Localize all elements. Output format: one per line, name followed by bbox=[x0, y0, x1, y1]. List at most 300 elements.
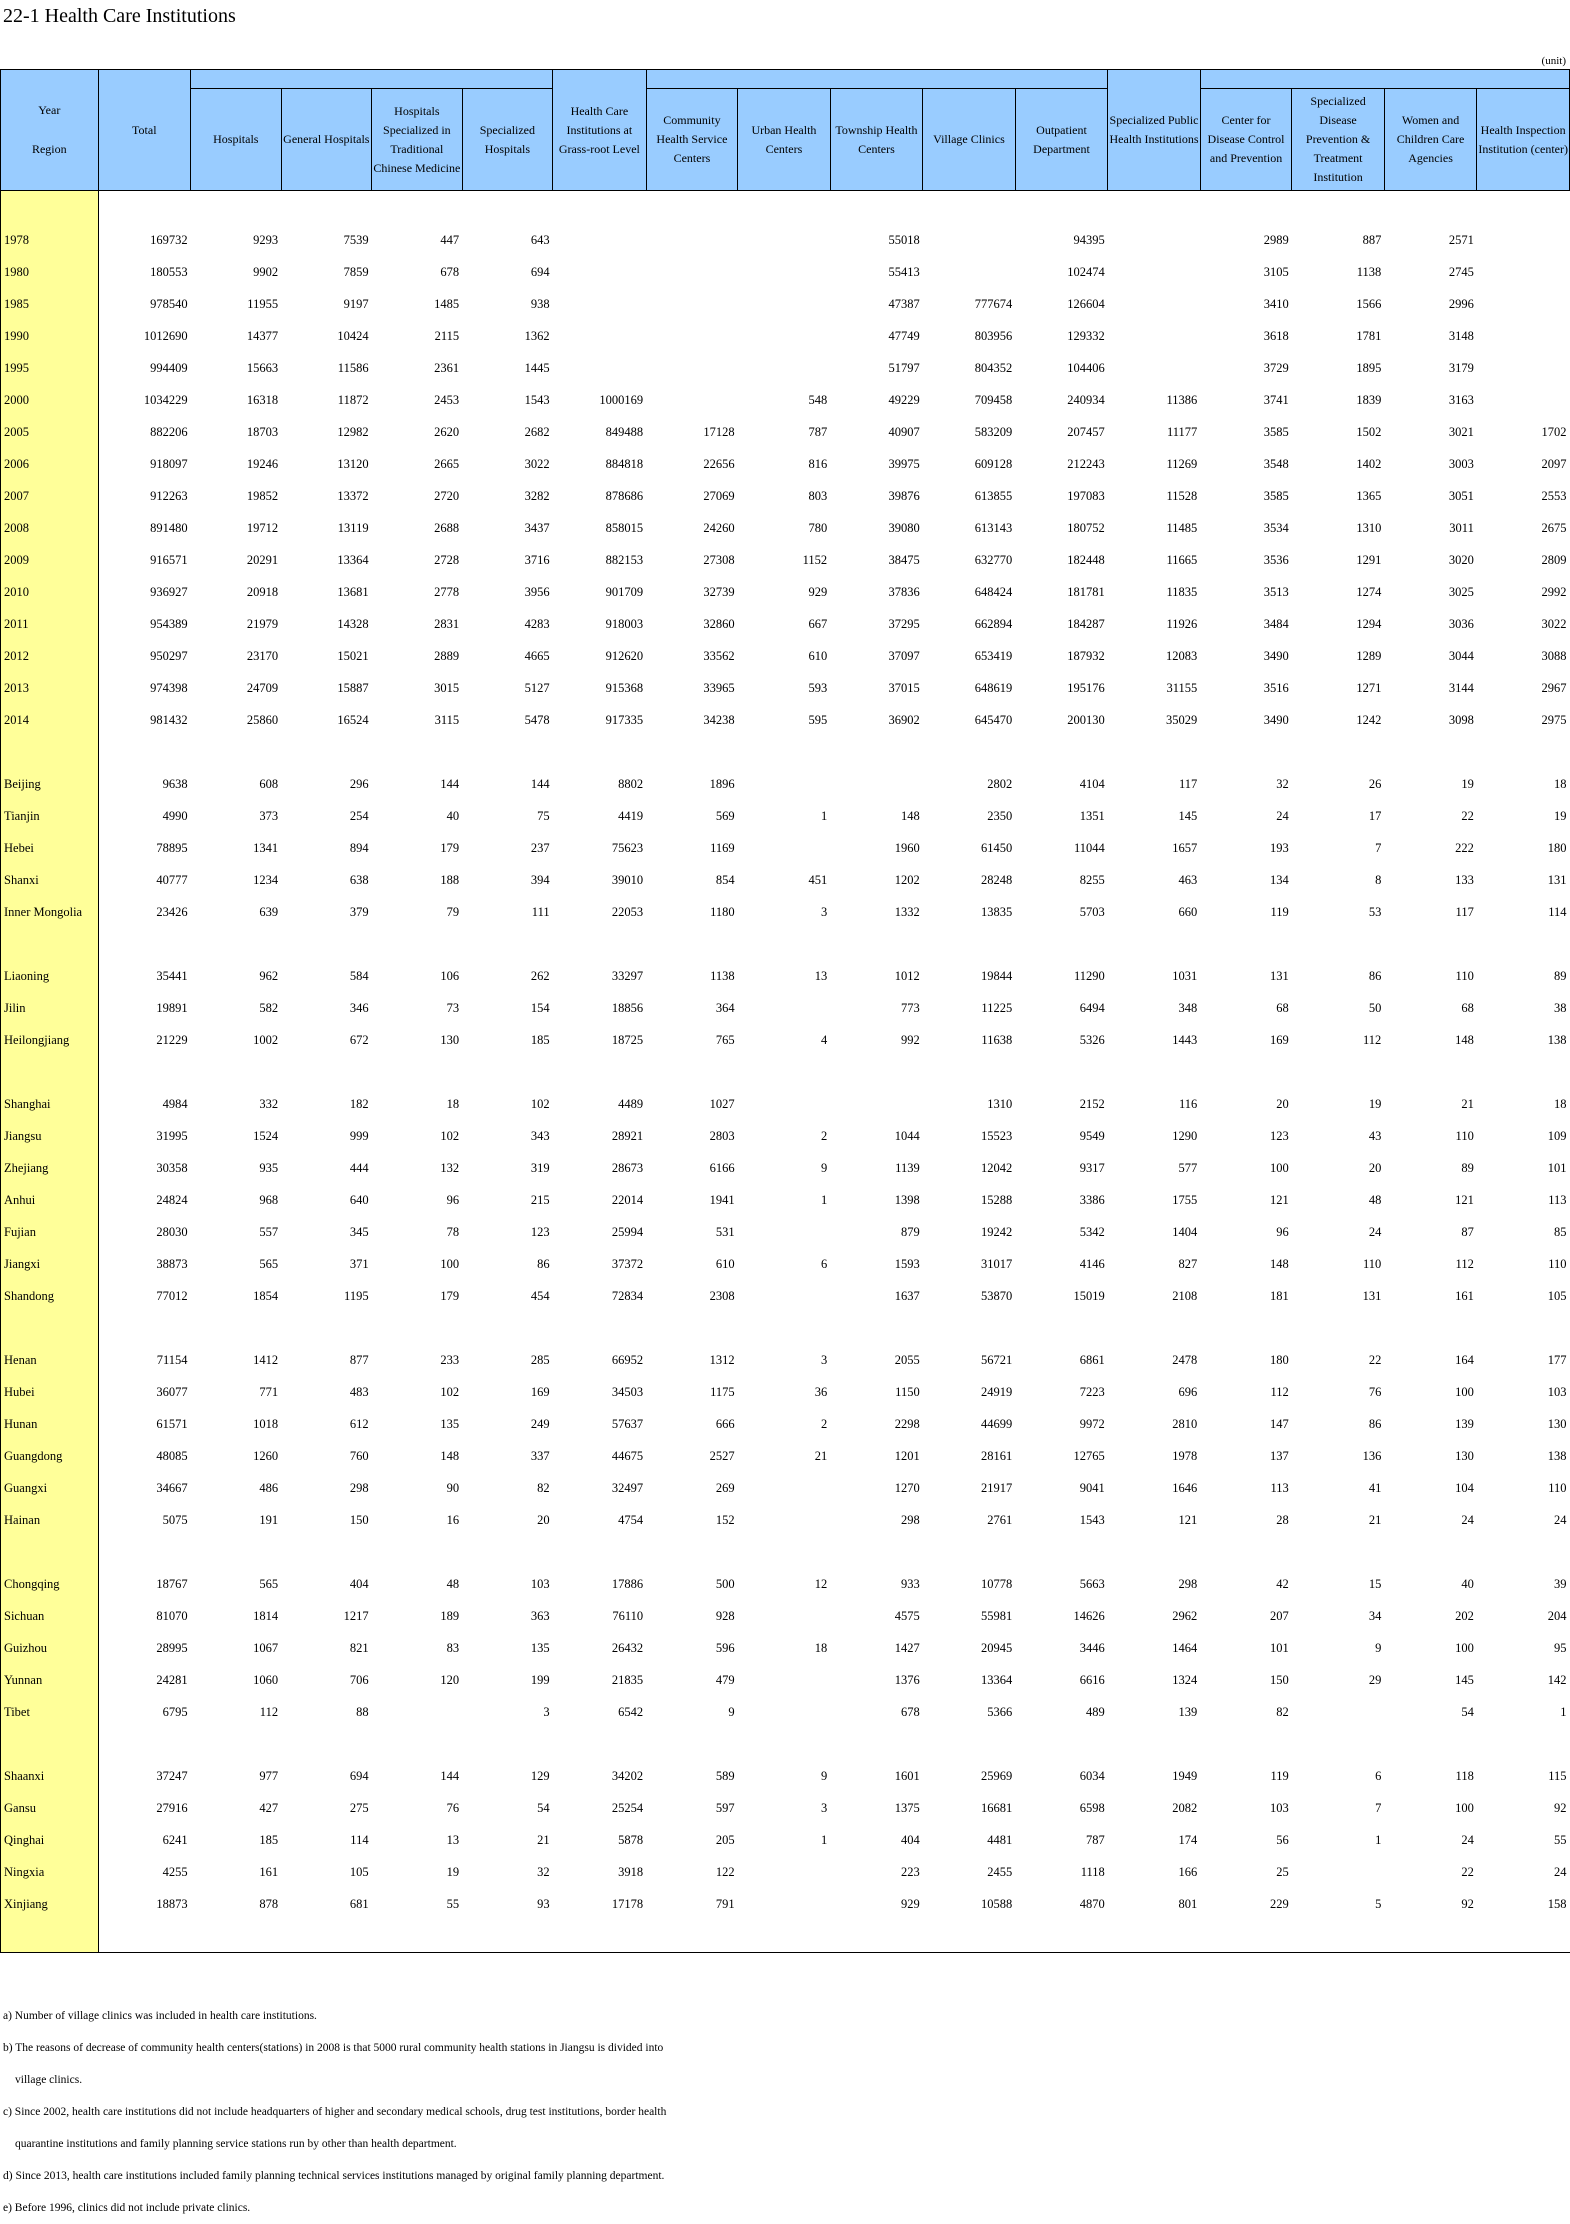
cell: 202 bbox=[1455, 1608, 1474, 1623]
cell: 24 bbox=[1554, 1512, 1567, 1527]
cell: 877 bbox=[349, 1352, 369, 1367]
cell: 177 bbox=[1547, 1352, 1567, 1367]
row-label: Jilin bbox=[1, 992, 99, 1024]
cell: 75623 bbox=[611, 840, 644, 855]
header-disease-prev: Specialized Disease Prevention & Treatment Institution bbox=[1292, 89, 1385, 191]
cell: 17178 bbox=[611, 1896, 644, 1911]
cell: 3956 bbox=[524, 584, 550, 599]
cell: 6795 bbox=[162, 1704, 188, 1719]
cell: 39 bbox=[1554, 1576, 1567, 1591]
row-label: Liaoning bbox=[1, 960, 99, 992]
cell: 24260 bbox=[703, 520, 735, 535]
cell: 103 bbox=[530, 1576, 550, 1591]
cell: 666 bbox=[715, 1416, 735, 1431]
cell: 994409 bbox=[150, 360, 188, 375]
cell: 212243 bbox=[1067, 456, 1105, 471]
cell: 1895 bbox=[1356, 360, 1382, 375]
cell: 19 bbox=[1368, 1096, 1382, 1111]
cell: 2361 bbox=[434, 360, 460, 375]
cell: 11290 bbox=[1073, 968, 1105, 983]
cell: 15288 bbox=[980, 1192, 1013, 1207]
cell: 6598 bbox=[1079, 1800, 1105, 1815]
spacer-row bbox=[1, 191, 1570, 225]
table-row bbox=[1, 480, 1570, 512]
cell: 47387 bbox=[888, 296, 920, 311]
cell: 55413 bbox=[888, 264, 920, 279]
cell: 121 bbox=[1455, 1192, 1474, 1207]
cell: 672 bbox=[349, 1032, 369, 1047]
cell: 223 bbox=[900, 1864, 920, 1879]
cell bbox=[1477, 288, 1570, 320]
cell: 21 bbox=[537, 1832, 550, 1847]
cell: 169732 bbox=[150, 232, 188, 247]
cell: 110 bbox=[1455, 968, 1474, 983]
cell: 2108 bbox=[1172, 1288, 1198, 1303]
table-row bbox=[1, 768, 1570, 800]
cell: 24824 bbox=[156, 1192, 188, 1207]
row-label: 2007 bbox=[1, 480, 99, 512]
table-row bbox=[1, 608, 1570, 640]
cell: 3098 bbox=[1448, 712, 1474, 727]
cell: 21 bbox=[1461, 1096, 1474, 1111]
cell bbox=[646, 256, 738, 288]
cell: 6166 bbox=[709, 1160, 735, 1175]
cell: 610 bbox=[808, 648, 828, 663]
cell: 39080 bbox=[888, 520, 920, 535]
cell: 1 bbox=[820, 1832, 828, 1847]
cell: 110 bbox=[1455, 1128, 1474, 1143]
cell bbox=[1292, 1696, 1385, 1728]
table-row bbox=[1, 864, 1570, 896]
cell: 3 bbox=[820, 1800, 828, 1815]
cell: 197083 bbox=[1067, 488, 1105, 503]
cell: 116 bbox=[1178, 1096, 1198, 1111]
cell: 791 bbox=[715, 1896, 735, 1911]
cell: 31017 bbox=[980, 1256, 1013, 1271]
header-tcm-hospitals: Hospitals Specialized in Traditional Chinese Medicine bbox=[372, 89, 463, 191]
header-township: Township Health Centers bbox=[830, 89, 923, 191]
cell: 106 bbox=[440, 968, 460, 983]
header-urban: Urban Health Centers bbox=[738, 89, 831, 191]
cell: 182448 bbox=[1067, 552, 1105, 567]
cell: 662894 bbox=[974, 616, 1013, 631]
cell: 42 bbox=[1276, 1576, 1289, 1591]
cell: 999 bbox=[349, 1128, 369, 1143]
cell: 29 bbox=[1368, 1672, 1382, 1687]
cell: 3585 bbox=[1263, 488, 1289, 503]
cell: 5878 bbox=[618, 1832, 644, 1847]
table-row bbox=[1, 544, 1570, 576]
cell: 4665 bbox=[524, 648, 550, 663]
cell: 222 bbox=[1455, 840, 1474, 855]
cell: 121 bbox=[1270, 1192, 1289, 1207]
cell: 1443 bbox=[1172, 1032, 1198, 1047]
cell: 200130 bbox=[1067, 712, 1105, 727]
cell bbox=[738, 256, 831, 288]
cell: 918003 bbox=[605, 616, 644, 631]
cell: 135 bbox=[440, 1416, 460, 1431]
cell: 1234 bbox=[253, 872, 279, 887]
row-label: Shanxi bbox=[1, 864, 99, 896]
cell: 104 bbox=[1455, 1480, 1474, 1495]
cell: 37836 bbox=[888, 584, 920, 599]
table-row bbox=[1, 1600, 1570, 1632]
cell: 3618 bbox=[1263, 328, 1289, 343]
cell: 102 bbox=[440, 1384, 460, 1399]
cell: 1152 bbox=[802, 552, 828, 567]
cell: 936927 bbox=[150, 584, 188, 599]
cell: 22656 bbox=[703, 456, 735, 471]
cell: 6 bbox=[1375, 1768, 1382, 1783]
cell: 6861 bbox=[1079, 1352, 1105, 1367]
cell: 2745 bbox=[1448, 264, 1474, 279]
cell: 207 bbox=[1270, 1608, 1289, 1623]
cell: 681 bbox=[349, 1896, 369, 1911]
cell: 298 bbox=[349, 1480, 369, 1495]
cell: 486 bbox=[259, 1480, 279, 1495]
cell: 298 bbox=[1178, 1576, 1198, 1591]
cell: 1310 bbox=[1356, 520, 1382, 535]
cell: 19242 bbox=[980, 1224, 1013, 1239]
cell: 660 bbox=[1178, 904, 1198, 919]
cell: 11586 bbox=[337, 360, 369, 375]
header-total: Total bbox=[98, 70, 191, 191]
cell: 82 bbox=[537, 1480, 550, 1495]
cell: 977 bbox=[259, 1768, 279, 1783]
cell: 1150 bbox=[895, 1384, 920, 1399]
cell: 2975 bbox=[1541, 712, 1567, 727]
cell: 48085 bbox=[156, 1448, 188, 1463]
cell: 2152 bbox=[1079, 1096, 1105, 1111]
table-row bbox=[1, 1504, 1570, 1536]
cell: 8802 bbox=[618, 776, 644, 791]
cell: 3163 bbox=[1448, 392, 1474, 407]
cell: 6 bbox=[820, 1256, 828, 1271]
cell: 1018 bbox=[253, 1416, 279, 1431]
cell: 79 bbox=[446, 904, 460, 919]
cell: 3410 bbox=[1263, 296, 1289, 311]
cell: 2967 bbox=[1541, 680, 1567, 695]
cell: 19 bbox=[1554, 808, 1567, 823]
cell: 76 bbox=[446, 1800, 460, 1815]
cell: 237 bbox=[530, 840, 550, 855]
cell: 596 bbox=[715, 1640, 735, 1655]
cell: 451 bbox=[808, 872, 828, 887]
cell: 1543 bbox=[1079, 1512, 1105, 1527]
cell: 2350 bbox=[987, 808, 1013, 823]
cell: 2802 bbox=[987, 776, 1013, 791]
cell: 878 bbox=[259, 1896, 279, 1911]
cell: 119 bbox=[1270, 904, 1289, 919]
cell bbox=[738, 768, 831, 800]
cell: 18725 bbox=[611, 1032, 644, 1047]
cell: 61450 bbox=[980, 840, 1013, 855]
cell: 37015 bbox=[888, 680, 920, 695]
cell: 110 bbox=[1548, 1480, 1567, 1495]
cell: 3 bbox=[820, 904, 828, 919]
cell: 11638 bbox=[981, 1032, 1013, 1047]
cell: 81070 bbox=[156, 1608, 188, 1623]
cell: 593 bbox=[808, 680, 828, 695]
cell bbox=[738, 1888, 831, 1920]
cell: 7223 bbox=[1079, 1384, 1105, 1399]
cell: 4870 bbox=[1079, 1896, 1105, 1911]
cell: 27916 bbox=[156, 1800, 188, 1815]
cell: 16 bbox=[446, 1512, 460, 1527]
cell: 181 bbox=[1270, 1288, 1289, 1303]
cell: 93 bbox=[537, 1896, 550, 1911]
cell: 1027 bbox=[709, 1096, 735, 1111]
cell: 2831 bbox=[434, 616, 460, 631]
cell: 569 bbox=[715, 808, 735, 823]
cell: 2682 bbox=[524, 424, 550, 439]
cell: 978540 bbox=[150, 296, 188, 311]
table-body bbox=[1, 191, 1570, 1953]
cell: 28 bbox=[1276, 1512, 1289, 1527]
cell: 40777 bbox=[156, 872, 188, 887]
note-a: a) Number of village clinics was included in health care institutions. bbox=[3, 2010, 317, 2022]
cell: 9638 bbox=[162, 776, 188, 791]
cell: 82 bbox=[1276, 1704, 1289, 1719]
cell: 133 bbox=[1455, 872, 1474, 887]
cell: 638 bbox=[349, 872, 369, 887]
cell bbox=[553, 256, 647, 288]
cell: 2803 bbox=[709, 1128, 735, 1143]
cell: 3025 bbox=[1448, 584, 1474, 599]
row-label: Xinjiang bbox=[1, 1888, 99, 1920]
row-label: Yunnan bbox=[1, 1664, 99, 1696]
cell: 13364 bbox=[980, 1672, 1013, 1687]
cell bbox=[923, 224, 1016, 256]
row-label: 2005 bbox=[1, 416, 99, 448]
cell: 454 bbox=[530, 1288, 550, 1303]
cell: 884818 bbox=[605, 456, 644, 471]
table-row bbox=[1, 1120, 1570, 1152]
cell: 102474 bbox=[1067, 264, 1105, 279]
cell: 364 bbox=[715, 1000, 735, 1015]
cell: 56 bbox=[1276, 1832, 1289, 1847]
row-label: Ningxia bbox=[1, 1856, 99, 1888]
cell bbox=[738, 288, 831, 320]
table-row bbox=[1, 640, 1570, 672]
cell: 249 bbox=[530, 1416, 550, 1431]
header-women-children: Women and Children Care Agencies bbox=[1384, 89, 1477, 191]
cell: 6616 bbox=[1079, 1672, 1105, 1687]
cell bbox=[1108, 224, 1201, 256]
cell: 933 bbox=[900, 1576, 920, 1591]
cell: 105 bbox=[1547, 1288, 1567, 1303]
cell: 11926 bbox=[1166, 616, 1198, 631]
cell: 154 bbox=[530, 1000, 550, 1015]
cell: 1376 bbox=[894, 1672, 920, 1687]
cell: 1646 bbox=[1172, 1480, 1198, 1495]
cell: 2889 bbox=[434, 648, 460, 663]
cell: 31995 bbox=[156, 1128, 188, 1143]
cell: 7 bbox=[1375, 840, 1382, 855]
cell: 19712 bbox=[246, 520, 279, 535]
spacer-row bbox=[1, 1536, 1570, 1568]
cell: 20 bbox=[1368, 1160, 1382, 1175]
cell: 180 bbox=[1270, 1352, 1289, 1367]
table-row bbox=[1, 1568, 1570, 1600]
cell: 48 bbox=[446, 1576, 460, 1591]
cell: 1202 bbox=[894, 872, 920, 887]
cell: 2761 bbox=[987, 1512, 1013, 1527]
cell bbox=[738, 1280, 831, 1312]
cell: 32497 bbox=[611, 1480, 644, 1495]
cell: 38475 bbox=[888, 552, 920, 567]
cell: 13364 bbox=[337, 552, 369, 567]
cell: 148 bbox=[440, 1448, 460, 1463]
cell bbox=[553, 352, 647, 384]
cell: 38 bbox=[1554, 1000, 1567, 1015]
cell: 102 bbox=[440, 1128, 460, 1143]
cell: 3179 bbox=[1448, 360, 1474, 375]
cell: 11177 bbox=[1166, 424, 1198, 439]
cell: 548 bbox=[808, 392, 828, 407]
cell: 4575 bbox=[894, 1608, 920, 1623]
cell: 577 bbox=[1178, 1160, 1198, 1175]
cell bbox=[738, 1696, 831, 1728]
cell: 43 bbox=[1368, 1128, 1382, 1143]
cell: 51797 bbox=[888, 360, 920, 375]
cell: 40 bbox=[446, 808, 460, 823]
cell: 92 bbox=[1461, 1896, 1474, 1911]
table-row bbox=[1, 1472, 1570, 1504]
cell: 48 bbox=[1368, 1192, 1382, 1207]
cell: 85 bbox=[1554, 1224, 1567, 1239]
cell: 31155 bbox=[1166, 680, 1198, 695]
cell bbox=[738, 1856, 831, 1888]
cell: 648424 bbox=[974, 584, 1013, 599]
cell: 113 bbox=[1548, 1192, 1567, 1207]
cell: 3741 bbox=[1263, 392, 1289, 407]
cell: 118 bbox=[1455, 1768, 1474, 1783]
cell bbox=[1108, 352, 1201, 384]
cell: 30358 bbox=[156, 1160, 188, 1175]
cell: 109 bbox=[1547, 1128, 1567, 1143]
cell: 565 bbox=[259, 1256, 279, 1271]
cell: 121 bbox=[1178, 1512, 1198, 1527]
cell: 15523 bbox=[980, 1128, 1013, 1143]
header-village: Village Clinics bbox=[923, 89, 1016, 191]
cell: 40 bbox=[1461, 1576, 1474, 1591]
cell: 1896 bbox=[709, 776, 735, 791]
cell: 191 bbox=[259, 1512, 279, 1527]
header-specialized-hospitals: Specialized Hospitals bbox=[462, 89, 553, 191]
cell: 1502 bbox=[1356, 424, 1382, 439]
cell: 1180 bbox=[710, 904, 735, 919]
cell: 1138 bbox=[1356, 264, 1382, 279]
cell: 32 bbox=[537, 1864, 550, 1879]
note-b: b) The reasons of decrease of community health centers(stations) in 2008 is that 5000 rural community health stations in Jiangsu is divided into bbox=[3, 2042, 664, 2054]
cell: 3585 bbox=[1263, 424, 1289, 439]
cell: 21 bbox=[814, 1448, 828, 1463]
cell: 11225 bbox=[981, 1000, 1013, 1015]
cell: 1271 bbox=[1356, 680, 1382, 695]
cell: 706 bbox=[349, 1672, 369, 1687]
cell: 22053 bbox=[611, 904, 644, 919]
cell: 66952 bbox=[611, 1352, 644, 1367]
cell: 3484 bbox=[1263, 616, 1289, 631]
cell: 3088 bbox=[1541, 648, 1567, 663]
cell: 1332 bbox=[894, 904, 920, 919]
cell: 950297 bbox=[150, 648, 188, 663]
cell: 37247 bbox=[156, 1768, 188, 1783]
cell: 187932 bbox=[1067, 648, 1105, 663]
cell: 3 bbox=[543, 1704, 550, 1719]
cell: 1289 bbox=[1356, 648, 1382, 663]
cell: 9293 bbox=[253, 232, 279, 247]
cell: 1012690 bbox=[143, 328, 188, 343]
cell bbox=[1477, 352, 1570, 384]
table-row bbox=[1, 1440, 1570, 1472]
cell: 33297 bbox=[611, 968, 644, 983]
cell: 479 bbox=[715, 1672, 735, 1687]
cell: 3282 bbox=[524, 488, 550, 503]
cell: 28673 bbox=[611, 1160, 644, 1175]
cell: 2571 bbox=[1448, 232, 1474, 247]
cell: 1404 bbox=[1172, 1224, 1198, 1239]
cell: 2989 bbox=[1263, 232, 1289, 247]
cell: 13 bbox=[814, 968, 828, 983]
cell: 96 bbox=[1276, 1224, 1289, 1239]
cell: 17128 bbox=[703, 424, 735, 439]
cell: 100 bbox=[1270, 1160, 1289, 1175]
cell: 1031 bbox=[1172, 968, 1198, 983]
cell: 139 bbox=[1178, 1704, 1198, 1719]
cell: 24919 bbox=[980, 1384, 1013, 1399]
row-label: Hunan bbox=[1, 1408, 99, 1440]
table-row bbox=[1, 960, 1570, 992]
cell: 1217 bbox=[343, 1608, 369, 1623]
cell: 2082 bbox=[1172, 1800, 1198, 1815]
cell: 145 bbox=[1178, 808, 1198, 823]
cell bbox=[553, 288, 647, 320]
table-row bbox=[1, 1888, 1570, 1920]
cell bbox=[1108, 320, 1201, 352]
table-row bbox=[1, 1824, 1570, 1856]
cell: 24 bbox=[1554, 1864, 1567, 1879]
cell: 1949 bbox=[1172, 1768, 1198, 1783]
cell: 483 bbox=[349, 1384, 369, 1399]
row-label: Guizhou bbox=[1, 1632, 99, 1664]
cell: 4 bbox=[820, 1032, 828, 1047]
spacer-row bbox=[1, 1312, 1570, 1344]
cell: 103 bbox=[1270, 1800, 1289, 1815]
cell: 15021 bbox=[337, 648, 369, 663]
cell: 13119 bbox=[337, 520, 369, 535]
cell: 3044 bbox=[1448, 648, 1474, 663]
cell: 53 bbox=[1368, 904, 1382, 919]
row-label: 2013 bbox=[1, 672, 99, 704]
cell: 25994 bbox=[611, 1224, 644, 1239]
cell: 2478 bbox=[1172, 1352, 1198, 1367]
cell: 854 bbox=[715, 872, 735, 887]
cell: 5663 bbox=[1079, 1576, 1105, 1591]
cell: 39876 bbox=[888, 488, 920, 503]
cell: 3051 bbox=[1448, 488, 1474, 503]
cell: 777674 bbox=[974, 296, 1013, 311]
cell: 3490 bbox=[1263, 712, 1289, 727]
cell: 1310 bbox=[987, 1096, 1013, 1111]
cell: 404 bbox=[900, 1832, 920, 1847]
cell: 427 bbox=[259, 1800, 279, 1815]
cell: 613855 bbox=[974, 488, 1013, 503]
cell: 112 bbox=[1363, 1032, 1382, 1047]
cell: 9972 bbox=[1079, 1416, 1105, 1431]
cell: 4419 bbox=[618, 808, 644, 823]
